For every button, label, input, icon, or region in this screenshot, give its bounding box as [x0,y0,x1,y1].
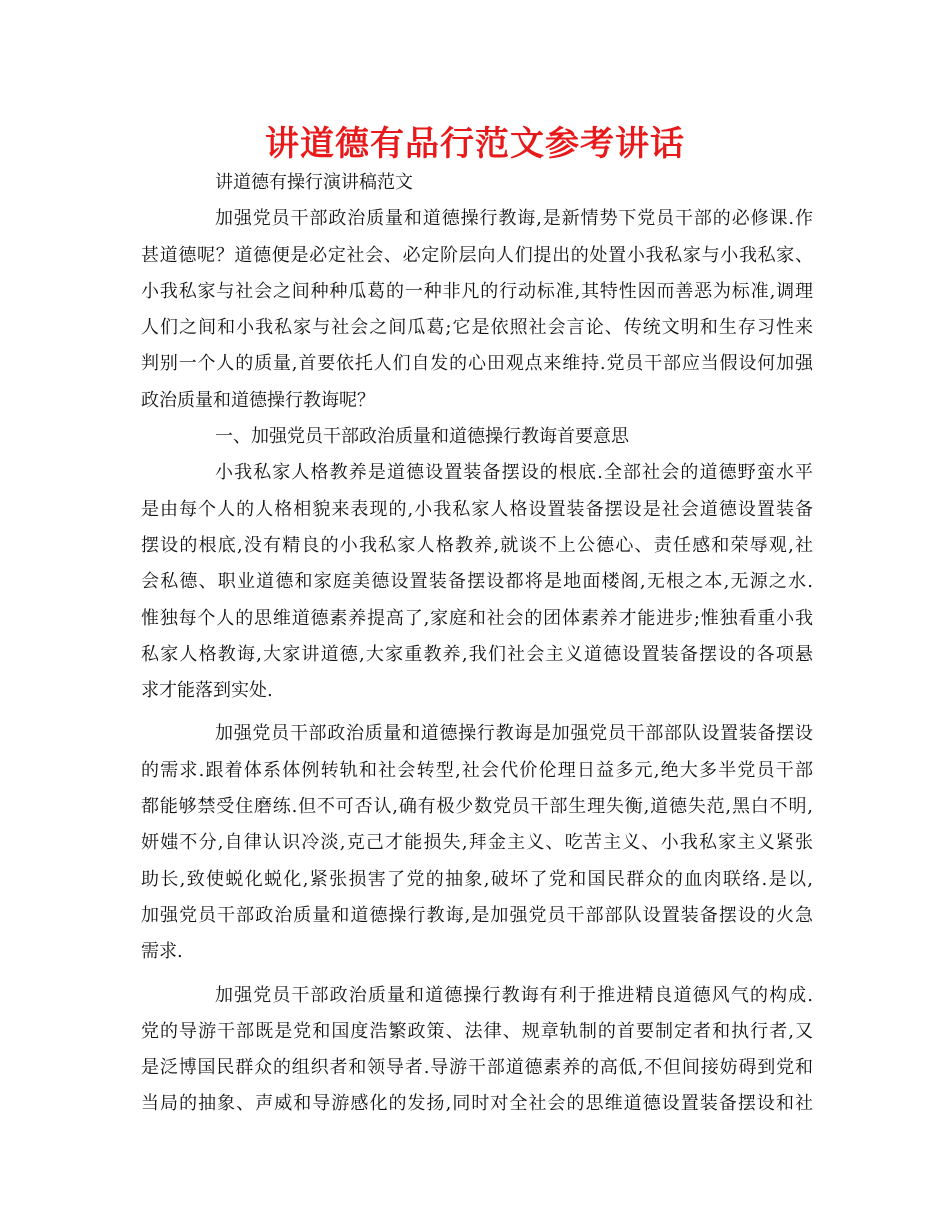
paragraph-line: 加强党员干部政治质量和道德操行教诲是加强党员干部部队设置装备摆设 [215,723,813,745]
paragraph-line: 惟独每个人的思维道德素养提高了,家庭和社会的团体素养才能进步;惟独看重小我 [141,607,813,629]
paragraph-line: 是泛博国民群众的组织者和领导者.导游干部道德素养的高低,不但间接妨碍到党和 [141,1057,813,1079]
paragraph-line: 判别一个人的质量,首要依托人们自发的心田观点来维持.党员干部应当假设何加强 [141,353,813,375]
paragraph-gap [141,971,813,978]
section-heading-text: 一、加强党员干部政治质量和道德操行教诲首要意思 [215,426,629,448]
paragraph-line: 加强党员干部政治质量和道德操行教诲有利于推进精良道德风气的构成. [215,984,813,1006]
paragraph-line: 的需求.跟着体系体例转轨和社会转型,社会代价伦理日益多元,绝大多半党员干部 [141,759,813,781]
section-heading [141,419,813,455]
paragraph-2 [141,455,813,709]
paragraph-line: 政治质量和道德操行教诲呢？ [141,389,375,411]
paragraph-line: 需求. [141,941,183,963]
paragraph-gap [141,709,813,716]
paragraph-line: 加强党员干部政治质量和道德操行教诲,是新情势下党员干部的必修课.作 [215,208,813,230]
paragraph-line: 人们之间和小我私家与社会之间瓜葛;它是依照社会言论、传统文明和生存习性来 [141,317,813,339]
document-subtitle: 讲道德有操行演讲稿范文 [215,172,413,193]
paragraph-line: 助长,致使蜕化蜕化,紧张损害了党的抽象,破坏了党和国民群众的血肉联络.是以, [141,868,813,890]
paragraph-line: 小我私家人格教养是道德设置装备摆设的根底.全部社会的道德野蛮水平 [215,462,813,484]
paragraph-line: 会私德、职业道德和家庭美德设置装备摆设都将是地面楼阁,无根之本,无源之水. [141,571,813,593]
paragraph-line: 妍媸不分,自律认识冷淡,克己才能损失,拜金主义、吃苦主义、小我私家主义紧张 [141,832,813,854]
paragraph-line: 小我私家与社会之间种种瓜葛的一种非凡的行动标准,其特性因而善恶为标准,调理 [141,280,813,302]
paragraph-4 [141,978,813,1123]
paragraph-line: 摆设的根底,没有精良的小我私家人格教养,就谈不上公德心、责任感和荣辱观,社 [141,534,813,556]
paragraph-line: 当局的抽象、声威和导游感化的发扬,同时对全社会的思维道德设置装备摆设和社 [141,1093,813,1115]
paragraph-line: 党的导游干部既是党和国度浩繁政策、法律、规章轨制的首要制定者和执行者,又 [141,1020,813,1042]
paragraph-line: 求才能落到实处. [141,680,273,702]
document-title: 讲道德有品行范文参考讲话 [265,124,685,164]
paragraph-1 [141,201,813,419]
paragraph-line: 甚道德呢？道德便是必定社会、必定阶层向人们提出的处置小我私家与小我私家、 [141,244,813,266]
paragraph-line: 都能够禁受住磨练.但不可否认,确有极少数党员干部生理失衡,道德失范,黑白不明, [141,796,813,818]
paragraph-3 [141,716,813,970]
document-body [141,165,813,1123]
paragraph-line: 私家人格教诲,大家讲道德,大家重教养,我们社会主义道德设置装备摆设的各项悬 [141,643,813,665]
paragraph-line: 是由每个人的人格相貌来表现的,小我私家人格设置装备摆设是社会道德设置装备 [141,498,813,520]
paragraph-line: 加强党员干部政治质量和道德操行教诲,是加强党员干部部队设置装备摆设的火急 [141,904,813,926]
